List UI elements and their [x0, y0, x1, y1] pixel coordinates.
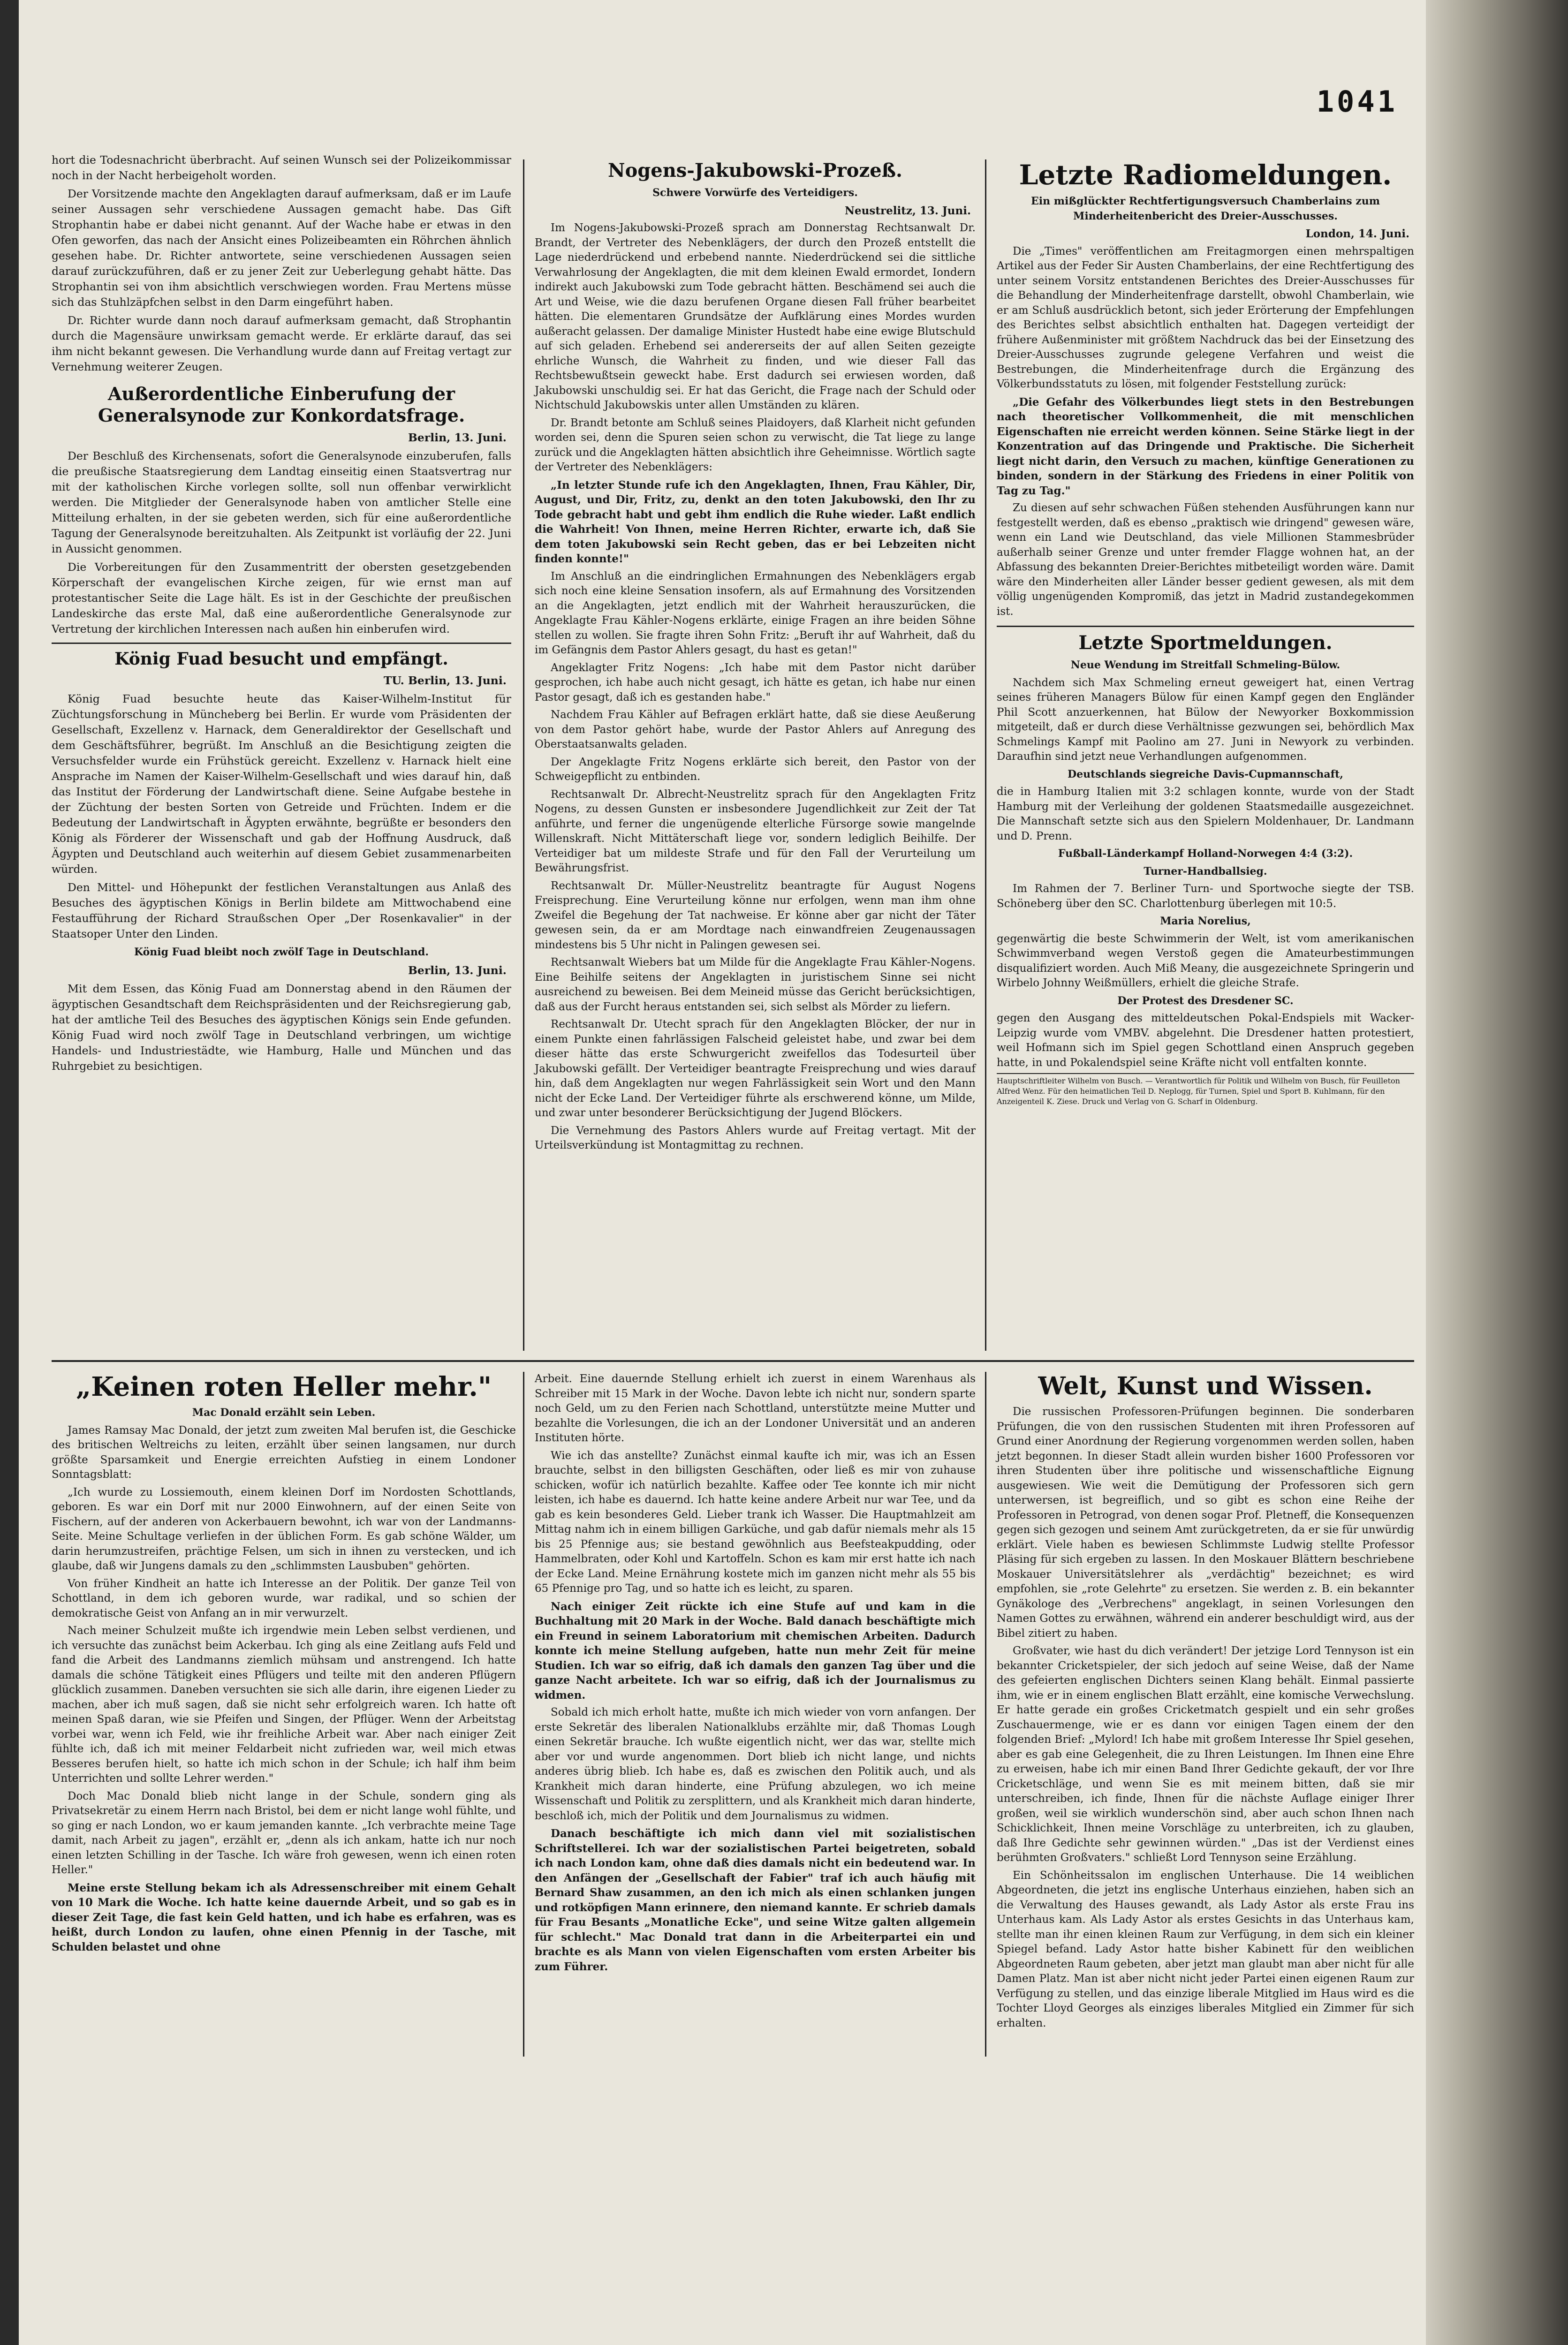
- article-text: Wie ich das anstellte? Zunächst einmal kaufte ich mir, was ich an Essen brauchte, selbst in den billigsten Geschäften, oder ließ es mir von zuhause schicken, wofür ich natürlich bezahlte. Kaffee oder Tee konnte ich mir nicht leisten, ich habe es dauernd. Ich hatte keine andere Arbeit nur war Tee, und da gab es kein besonderes Geld. Lieber trank ich Wasser. Die Hauptmahlzeit am Mittag nahm ich in einem billigen Garküche, und gab dafür niemals mehr als 15 bis 25 Pfennige aus; sie bestand gewöhnlich aus Beefsteakpudding, oder Hammelbraten, oder Kohl und Kartoffeln. Schon es kam mir erst hatte ich nach der Ecke Land. Meine Ernährung kostete mich im ganzen nicht mehr als 55 bis 65 Pfennige pro Tag, und so hatte ich es leicht, zu sparen.: [535, 1449, 976, 1595]
- article-text: Im Rahmen der 7. Berliner Turn- und Sportwoche siegte der TSB. Schöneberg über den SC. Charlottenburg überlegen mit 10:5.: [997, 883, 1414, 910]
- article-text: Rechtsanwalt Dr. Müller-Neustrelitz beantragte für August Nogens Freisprechung. Eine Verurteilung könne nur erfolgen, wenn man ihm ohne Zweifel die Begehung der Tat nachweise. Er könne aber gar nicht der Täter gewesen sein, da er am Mordtage nach einwandfreien Zeugenaussagen mindestens bis 5 Uhr nicht in Palingen gewesen sei.: [535, 879, 976, 951]
- article-text: Im Anschluß an die eindringlichen Ermahnungen des Nebenklägers ergab sich noch eine kleine Sensation insofern, als auf Ermahnung des Vorsitzenden an die Angeklagten, jetzt endlich mit der Wahrheit herauszurücken, die Angeklagte Frau Kähler-Nogens erklärte, einige Fragen an ihre beiden Söhne stellen zu wollen. Sie fragte ihren Sohn Fritz: „Beruft ihr auf Wahrheit, daß du im Gefängnis dem Pastor Ahlers gesagt, du hast es getan!": [535, 570, 976, 656]
- article-text: Die Vorbereitungen für den Zusammentritt der obersten gesetzgebenden Körperschaft der evangelischen Kirche zeigen, für wie ernst man auf protestantischer Seite die Lage hält. Es ist in der Geschichte der preußischen Landeskirche das erste Mal, daß eine außerordentliche Generalsynode zur Vertretung der kirchlichen Interessen nach außen hin einberufen wird.: [52, 560, 511, 635]
- headline-sport: Letzte Sportmeldungen.: [1078, 632, 1333, 654]
- headline-radio: Letzte Radiomeldungen.: [1019, 159, 1392, 191]
- article-text: Der Vorsitzende machte den Angeklagten darauf aufmerksam, daß er im Laufe seiner Aussagen sehr verschiedene Aussagen gemacht habe. Das Gift Strophantin habe er dabei nicht genannt. Auf der Wache habe er etwas in den Ofen geworfen, das nach der Ansicht eines Polizeibeamten ein Röhrchen ähnlich gesehen habe. Dr. Richter antwortete, seine verschiedenen Aussagen seien darauf zurückzuführen, daß er zu jener Zeit zur Ueberlegung gehabt hätte. Das Strophantin sei von ihm absichtlich verschwiegen worden. Frau Mertens müsse sich das Stuhlzäpfchen selbst in den Darm eingeführt haben.: [52, 187, 511, 309]
- column-rule: [985, 1372, 986, 2057]
- article-text: gegenwärtig die beste Schwimmerin der Welt, ist vom amerikanischen Schwimmverband wegen Verstoß gegen die Amateurbestimmungen disqualifiziert worden. Auch Miß Meany, die ausgezeichnete Springerin und Wirbelo Johnny Weißmüllers, erhielt die gleiche Strafe.: [997, 932, 1414, 989]
- subheadline: König Fuad bleibt noch zwölf Tage in Deutschland.: [134, 946, 429, 958]
- article-text: Angeklagter Fritz Nogens: „Ich habe mit dem Pastor nicht darüber gesprochen, ich habe auch nicht gesagt, ich hätte es getan, ich habe nur einen Pastor gesagt, daß ich es gestanden habe.": [535, 661, 976, 704]
- sport-item-head: Turner-Handballsieg.: [1144, 865, 1267, 877]
- welt-column: [997, 1372, 1414, 2034]
- article-text: Nach meiner Schulzeit mußte ich irgendwie mein Leben selbst verdienen, und ich versuchte das zunächst beim Ackerbau. Ich ging als eine Zeitlang aufs Feld und fand die Arbeit des Landmanns ziemlich mühsam und anstrengend. Ich hatte damals die schöne Tätigkeit eines Pflügers und teilte mit den anderen Pflügern glücklich zusammen. Daneben versuchten sie sich alle darin, ihre eigenen Lieder zu machen, aber ich muß sagen, daß sie nicht sehr erfolgreich waren. Ich hatte oft meinen Spaß daran, wie sie Pfeifen und Singen, der Pflüger. Wenn der Arbeitstag vorbei war, wenn ich Feld, wie ihr freihliche Arbeit war. Aber nach einiger Zeit fühlte ich, daß ich mit meiner Feldarbeit nicht zufrieden war, weil mich etwas Besseres berufen hielt, so hatte ich mich schon in der Schule; ich half ihm beim Unterrichten und sollte Lehrer werden.": [52, 1625, 516, 1785]
- article-text: Den Mittel- und Höhepunkt der festlichen Veranstaltungen aus Anlaß des Besuches des ägyptischen Königs in Berlin bildete am Mittwochabend eine Festaufführung der Richard Straußschen Oper „Der Rosenkavalier" in der Staatsoper Unter den Linden.: [52, 881, 511, 940]
- article-text: Großvater, wie hast du dich verändert! Der jetzige Lord Tennyson ist ein bekannter Cricketspieler, der sich jedoch auf seine Weise, daß der Name des gefeierten englischen Dichters seinen Klang behält. Einmal passierte ihm, wie er in einem englischen Blatt erzählt, eine komische Verwechslung. Er hatte gerade ein großes Cricketmatch gespielt und ein sehr großes Zuschauermenge, wie er es dann vor einigen Tagen einem der den folgenden Brief: „Mylord! Ich habe mit großem Interesse Ihr Spiel gesehen, aber es gab eine Gelegenheit, die zu Ihren Leistungen. Im Ihnen eine Ehre zu erweisen, habe ich mir einen Band Ihrer Gedichte gekauft, der vor Ihre Cricketschläge, und wenn Sie es mit meinem bitten, daß sie mir unterschreiben, ich finde, Ihnen für die nächste Auflage einiger Ihrer großen, weil sie wirklich wunderschön sind, aber auch schon Ihnen nach Schicklichkeit, Ihnen meine Vorschläge zu unterbreiten, ich zu glauben, daß Ihre Gedichte sehr gewinnen würden." „Das ist der Verdienst eines berühmten Großvaters." schließt Lord Tennyson seine Erzählung.: [997, 1645, 1414, 1864]
- article-text: Nach einiger Zeit rückte ich eine Stufe auf und kam in die Buchhaltung mit 20 Mark in der Woche. Bald danach beschäftigte mich ein Freund in seinem Laboratorium mit chemischen Arbeiten. Dadurch konnte ich meine Stellung aufgeben, hatte nun mehr Zeit für meine Studien. Ich war so eifrig, daß ich damals den ganzen Tag über und die ganze Nacht arbeitete. Ich war so eifrig, daß ich der Journalismus zu widmen.: [535, 1600, 976, 1702]
- sport-item-head: Deutschlands siegreiche Davis-Cupmannschaft,: [1068, 768, 1343, 780]
- article-text: Dr. Brandt betonte am Schluß seines Plaidoyers, daß Klarheit nicht gefunden worden sei, denn die Spuren seien schon zu verwischt, die Tat liege zu lange zurück und die Angeklagten hätten absichtlich ihre Geheimnisse. Wörtlich sagte der Vertreter des Nebenklägers:: [535, 416, 976, 473]
- subheadline: Schwere Vorwürfe des Verteidigers.: [652, 187, 858, 199]
- article-text: Dr. Richter wurde dann noch darauf aufmerksam gemacht, daß Strophantin durch die Magensäure unwirksam gemacht werde. Er erklärte darauf, das sei ihm nicht bekannt gewesen. Die Verhandlung wurde dann auf Freitag vertagt zur Vernehmung weiterer Zeugen.: [52, 314, 511, 373]
- heller-column-a: [52, 1372, 516, 1957]
- article-text: hort die Todesnachricht überbracht. Auf seinen Wunsch sei der Polizeikommissar noch in der Nacht herbeigeholt worden.: [52, 153, 511, 182]
- sport-item-head: Der Protest des Dresdener SC.: [1117, 994, 1294, 1007]
- divider: [52, 643, 511, 644]
- column-rule: [523, 159, 524, 1351]
- article-text: Danach beschäftigte ich mich dann viel mit sozialistischen Schriftstellerei. Ich war der sozialistischen Partei beigetreten, sobald ich nach London kam, ohne daß dies damals nicht ein bedeutend war. In den Anfängen der „Gesellschaft der Fabier" traf ich auch häufig mit Bernard Shaw zusammen, an den ich mich als einen schlanken jungen und rotköpfigen Mann erinnere, den niemand kannte. Er schrieb damals für Frau Besants „Monatliche Ecke", und seine Witze galten allgemein für schlecht." Mac Donald trat dann in die Arbeiterpartei ein und brachte es als Mann von vielen Eigenschaften vom ersten Arbeiter bis zum Führer.: [535, 1827, 976, 1973]
- article-text: Der Angeklagte Fritz Nogens erklärte sich bereit, den Pastor von der Schweigepflicht zu entbinden.: [535, 756, 976, 783]
- article-text: Die „Times" veröffentlichen am Freitagmorgen einen mehrspaltigen Artikel aus der Feder Sir Austen Chamberlains, der eine Rechtfertigung des unter seinem Vorsitz entstandenen Berichtes des Dreier-Ausschusses für die Behandlung der Minderheitenfrage darstellt, obwohl Chamberlain, wie er am Schluß ausdrücklich betont, sich jeder Erörterung der Empfehlungen des Berichtes selbst absichtlich enthalten hat. Dagegen verteidigt der frühere Außenminister mit größtem Nachdruck das bei der Einsetzung des Dreier-Ausschusses zugrunde gelegene Verfahren und weist die Bestrebungen, die Minderheitenfrage durch die Ergänzung des Völkerbundsstatuts zu lösen, mit folgender Feststellung zurück:: [997, 245, 1414, 390]
- article-text: König Fuad besuchte heute das Kaiser-Wilhelm-Institut für Züchtungsforschung in Müncheberg bei Berlin. Er wurde vom Präsidenten der Gesellschaft, Exzellenz v. Harnack, dem Generaldirektor der Gesellschaft und dem Geschäftsführer, begrüßt. Im Anschluß an die Besichtigung zeigten die Versuchsfelder wurde ein Frühstück gereicht. Exzellenz v. Harnack hielt eine Ansprache im Namen der Kaiser-Wilhelm-Gesellschaft und wies darauf hin, daß das Institut der Förderung der Landwirtschaft diene. Seine Aufgabe bestehe in der Züchtung der besten Sorten von Getreide und Früchten. Indem er die Bedeutung der Landwirtschaft in Ägypten erwähnte, begrüßte er besonders den König als Förderer der Wissenschaft und gab der Hoffnung Ausdruck, daß Ägypten und Deutschland auch weiterhin auf diesem Gebiet zusammenarbeiten würden.: [52, 692, 511, 876]
- article-text: Nachdem Frau Kähler auf Befragen erklärt hatte, daß sie diese Aeußerung von dem Pastor gehört habe, wurde der Pastor Ahlers auf Anregung des Oberstaatsanwalts geladen.: [535, 709, 976, 750]
- page-number: 1041: [1316, 84, 1398, 119]
- dateline: Neustrelitz, 13. Juni.: [845, 204, 971, 217]
- article-text: Arbeit. Eine dauernde Stellung erhielt ich zuerst in einem Warenhaus als Schreiber mit 15 Mark in der Woche. Davon lebte ich nicht nur, sondern sparte noch Geld, um zu den Ferien nach Schottland, unterstützte meine Mutter und bezahlte die Vorlesungen, die ich an der Londoner Universität und an anderen Instituten hörte.: [535, 1373, 976, 1444]
- divider: [997, 626, 1414, 627]
- sport-item-head: Maria Norelius,: [1160, 915, 1251, 927]
- article-text: Im Nogens-Jakubowski-Prozeß sprach am Donnerstag Rechtsanwalt Dr. Brandt, der Vertreter des Nebenklägers, der durch den Prozeß entstellt die Lage niederdrückend und erbebend nannte. Niederdrückend sei die sittliche Verwahrlosung der Angeklagten, die mit dem kleinen Ewald ermordet, Iondern indirekt auch Jakubowski zum Tode gebracht hätten. Beschämend sei auch die Art und Weise, wie die dazu berufenen Organe diesen Fall früher bearbeitet hätten. Die elementaren Grundsätze der Aufklärung eines Mordes wurden außeracht gelassen. Der damalige Minister Hustedt habe eine ewige Blutschuld auf sich geladen. Erhebend sei andererseits der auf allen Seiten gezeigte ehrliche Wunsch, die Wahrheit zu finden, und wie dieser Fall das Rechtsbewußtsein geweckt habe. Erst dadurch sei erwiesen worden, daß Jakubowski unschuldig sei. Er hat das Gericht, die Frage nach der Schuld oder Nichtschuld Jakubowskis unter allen Umständen zu klären.: [535, 222, 976, 411]
- article-text: Nachdem sich Max Schmeling erneut geweigert hat, einen Vertrag seines früheren Managers Bülow für einen Kampf gegen den Engländer Phil Scott anzuerkennen, hat Bülow der Newyorker Boxkommission mitgeteilt, daß er durch diese Verhältnisse gezwungen sei, behördlich Max Schmelings Kampf mit Paolino am 27. Juni in Newyork zu verbinden. Daraufhin sind jetzt neue Verhandlungen aufgenommen.: [997, 676, 1414, 763]
- dateline: Berlin, 13. Juni.: [408, 964, 507, 977]
- column-1: [52, 152, 511, 1077]
- article-text: Doch Mac Donald blieb nicht lange in der Schule, sondern ging als Privatsekretär zu einem Herrn nach Bristol, bei dem er nicht lange wohl fühlte, und so ging er nach London, wo er kaum jemanden kannte. „Ich verbrachte meine Tage damit, nach Arbeit zu jagen", erzählt er, „denn als ich ankam, hatte ich nur noch einen letzten Schilling in der Tasche. Ich wäre froh gewesen, wenn ich einen roten Heller.": [52, 1790, 516, 1876]
- heller-column-b: [535, 1372, 976, 1977]
- article-text: Die Vernehmung des Pastors Ahlers wurde auf Freitag vertagt. Mit der Urteilsverkündung ist Montagmittag zu rechnen.: [535, 1124, 976, 1151]
- subheadline: Neue Wendung im Streitfall Schmeling-Bülow.: [1070, 659, 1341, 671]
- article-text: James Ramsay Mac Donald, der jetzt zum zweiten Mal berufen ist, die Geschicke des britischen Weltreichs zu leiten, erzählt über seinen langsamen, nur durch größte Sparsamkeit und Energie erreichten Aufstieg in einem Londoner Sonntagsblatt:: [52, 1424, 516, 1481]
- article-text: Die russischen Professoren-Prüfungen beginnen. Die sonderbaren Prüfungen, die von den russischen Studenten mit ihren Professoren auf Grund einer Anordnung der Regierung vorgenommen werden sollen, haben jetzt begonnen. In dieser Stadt allein wurden bisher 1600 Professoren vor ihren Studenten über ihre politische und wissenschaftliche Eignung ausgewiesen. Wie weit die Demütigung der Professoren sich gern unterwersen, ist begreiflich, und so gibt es schon eine Reihe der Professoren in Petrograd, von denen sogar Prof. Pletneff, die Konsequenzen gegen sich gezogen und seinem Amt zurückgetreten, da er sie für unwürdig erklärt. Viele haben es bewiesen Schlimmste Ludwig stellte Professor Pläsing für sich ergeben zu lassen. In den Moskauer Blättern beschriebene Moskauer Universitätslehrer als „verdächtig" bezeichnet; es wird empfohlen, sie „rote Gelehrte" zu ersetzen. Sie werden z. B. ein bekannter Gynäkologe des „Verbrechens" angeklagt, in seinen Vorlesungen den Namen Gottes zu erwähnen, während ein anderer beschuldigt wird, aus der Bibel zitiert zu haben.: [997, 1406, 1414, 1640]
- article-text: Rechtsanwalt Dr. Utecht sprach für den Angeklagten Blöcker, der nur in einem Punkte einen fahrlässigen Falscheid geleistet habe, und zwar bei dem dieser hätte das erste Schwurgericht zweifellos das Todesurteil über Jakubowski gefällt. Der Verteidiger beantragte Freisprechung und wies darauf hin, daß dem Angeklagten nur wegen Fahrlässigkeit sein Wort und den Mann nicht der Ecke Land. Der Verteidiger führte als erschwerend könne, um Milde, und zwar unter besonderer Berücksichtigung der Jugend Blöckers.: [535, 1018, 976, 1119]
- article-text: Von früher Kindheit an hatte ich Interesse an der Politik. Der ganze Teil von Schottland, in dem ich geboren wurde, war radikal, und so schien der demokratische Geist von Anfang an in mir verwurzelt.: [52, 1577, 516, 1619]
- article-text: Mit dem Essen, das König Fuad am Donnerstag abend in den Räumen der ägyptischen Gesandtschaft dem Reichspräsidenten und der Reichsregierung gab, hat der amtliche Teil des Besuches des ägyptischen Königs sein Ende gefunden. König Fuad wird noch zwölf Tage in Deutschland verbringen, um wichtige Handels- und Industriestädte, wie Hamburg, Halle und München und das Ruhrgebiet zu besichtigen.: [52, 982, 511, 1073]
- column-rule: [985, 159, 986, 1351]
- article-text: „Ich wurde zu Lossiemouth, einem kleinen Dorf im Nordosten Schottlands, geboren. Es war ein Dorf mit nur 2000 Einwohnern, auf der einen Seite von Fischern, auf der anderen von Ackerbauern bewohnt, ich war von der Landmanns-Seite. Meine Schultage verliefen in der üblichen Form. Es gab schöne Wälder, um darin herumzustreifen, prächtige Felsen, um sich in ihnen zu verstecken, und ich glaube, daß wir Jungens damals zu den „schlimmsten Lausbuben" gehörten.: [52, 1486, 516, 1572]
- column-3: [997, 159, 1414, 1107]
- article-text: Ein Schönheitssalon im englischen Unterhause. Die 14 weiblichen Abgeordneten, die jetzt ins englische Unterhaus einziehen, haben sich an die Verwaltung des Hauses gewandt, als Lady Astor als erste Frau ins Unterhaus kam. Als Lady Astor als erstes Gesichts in das Unterhaus kam, stellte man ihr einen kleinen Raum zur Verfügung, in dem sich ein kleiner Spiegel befand. Lady Astor hatte bisher Kabinett für den weiblichen Abgeordneten Raum gebeten, aber jetzt man glaubt man aber nicht für alle Damen Platz. Man ist aber nicht nicht jeder Partei einen eigenen Raum zur Verfügung zu stellen, und das einzige liberale Mitglied im Haus wird es die Tochter Lloyd Georges als einziges liberales Mitglied ein Zimmer für sich erhalten.: [997, 1869, 1414, 2029]
- article-text: Sobald ich mich erholt hatte, mußte ich mich wieder von vorn anfangen. Der erste Sekretär des liberalen Nationalklubs erzählte mir, daß Thomas Lough einen Sekretär brauche. Ich wußte eigentlich nicht, wer das war, stellte mich aber vor und wurde angenommen. Dort blieb ich nicht lange, und nichts anderes übrig blieb. Ich habe es, daß es zwischen den Politik auch, und als Krankheit mich daran hinderte, eine Prüfung abzulegen, wo ich meine Wissenschaft und Politik zu zersplittern, und als Krankheit mich daran hinderte, beschloß ich, mich der Politik und dem Journalismus zu widmen.: [535, 1706, 976, 1822]
- dateline: Berlin, 13. Juni.: [408, 431, 507, 444]
- dateline: TU. Berlin, 13. Juni.: [383, 674, 507, 687]
- sport-item-head: Fußball-Länderkampf Holland-Norwegen 4:4 (3:2).: [1058, 847, 1353, 860]
- article-text: Meine erste Stellung bekam ich als Adressenschreiber mit einem Gehalt von 10 Mark die Woche. Ich hatte keine dauernde Arbeit, und so gab es in dieser Zeit Tage, die fast kein Geld hatten, und ich habe es erfahren, was es heißt, durch London zu laufen, ohne einen Pfennig in der Tasche, mit Schulden belastet und ohne: [52, 1881, 516, 1953]
- headline-heller: „Keinen roten Heller mehr.": [76, 1371, 492, 1402]
- book-spine: [1426, 0, 1568, 2345]
- article-text: Der Beschluß des Kirchensenats, sofort die Generalsynode einzuberufen, falls die preußische Staatsregierung dem Landtag einseitig einen Staatsvertrag nur mit der katholischen Kirche vorlegen sollte, soll nun offenbar verwirklicht werden. Die Mitglieder der Generalsynode haben von amtlicher Stelle eine Mitteilung erhalten, in der sie gebeten werden, sich für eine außerordentliche Tagung der Generalsynode bereitzuhalten. Als Zeitpunkt ist vorläufig der 22. Juni in Aussicht genommen.: [52, 449, 511, 555]
- subheadline: Mac Donald erzählt sein Leben.: [192, 1407, 376, 1419]
- dateline: London, 14. Juni.: [1305, 227, 1409, 240]
- headline-synode: Außerordentliche Einberufung der Generalsynode zur Konkordatsfrage.: [98, 383, 465, 426]
- article-text: „In letzter Stunde rufe ich den Angeklagten, Ihnen, Frau Kähler, Dir, August, und Dir, Fritz, zu, denkt an den toten Jakubowski, den Ihr zu Tode gebracht habt und gebt ihm endlich die Ruhe wieder. Laßt endlich die Wahrheit! Von Ihnen, meine Herren Richter, erwarte ich, daß Sie dem toten Jakubowski sein Recht geben, das er bei Lebzeiten nicht finden konnte!": [535, 478, 976, 565]
- article-text: gegen den Ausgang des mitteldeutschen Pokal-Endspiels mit Wacker-Leipzig wurde vom VMBV. abgelehnt. Die Dresdener hatten protestiert, weil Hofmann sich im Spiel gegen Schottland einen Anspruch gegeben hatte, in und Pokalendspiel seine Kräfte nicht voll entfalten konnte.: [997, 1012, 1414, 1069]
- subheadline: Ein mißglückter Rechtfertigungsversuch Chamberlains zum Minderheitenbericht des Dreier-Ausschusses.: [1030, 195, 1380, 222]
- article-text: Zu diesen auf sehr schwachen Füßen stehenden Ausführungen kann nur festgestellt werden, daß es ebenso „praktisch wie dringend" gewesen wäre, wenn ein Land wie Deutschland, das viele Millionen Stammesbrüder außerhalb seiner Grenze und unter fremder Flagge wohnen hat, an der Abfassung des bekannten Dreier-Berichtes mitbeteiligt worden wäre. Damit wäre den Minderheiten aller Länder besser gedient gewesen, als mit dem völlig ungenügenden Kompromiß, das jetzt in Madrid zustandegekommen ist.: [997, 502, 1414, 618]
- column-rule: [523, 1372, 524, 2057]
- headline-nogens: Nogens-Jakubowski-Prozeß.: [608, 159, 902, 182]
- article-text: die in Hamburg Italien mit 3:2 schlagen konnte, wurde von der Stadt Hamburg mit der Verleihung der goldenen Staatsmedaille ausgezeichnet. Die Mannschaft setzte sich aus den Spielern Moldenhauer, Dr. Landmann und D. Prenn.: [997, 786, 1414, 842]
- article-text: „Die Gefahr des Völkerbundes liegt stets in den Bestrebungen nach theoretischer Vollkommenheit, die mit menschlichen Eigenschaften nie erreicht werden können. Seine Stärke liegt in der Konzentration auf das Dringende und Praktische. Die Sicherheit liegt nicht darin, den Versuch zu machen, künftige Generationen zu binden, sondern in der Stärkung des Friedens in einer Politik von Tag zu Tag.": [997, 395, 1414, 497]
- article-text: Rechtsanwalt Dr. Albrecht-Neustrelitz sprach für den Angeklagten Fritz Nogens, zu dessen Gunsten er insbesondere Jugendlichkeit zur Zeit der Tat anführte, und ferner die ungenügende elterliche Fürsorge sowie mangelnde Willenskraft. Nicht Mittäterschaft liege vor, sondern lediglich Beihilfe. Der Verteidiger bat um mildeste Strafe und für den Fall der Verurteilung um Bewährungsfrist.: [535, 788, 976, 874]
- imprint: Hauptschriftleiter Wilhelm von Busch. — Verantwortlich für Politik und Wilhelm von Busch, für Feuilleton Alfred Wenz. Für den heimatlichen Teil D. Neplogg, für Turnen, Spiel und Sport B. Kuhlmann, für den Anzeigenteil K. Ziese. Druck und Verlag von G. Scharf in Oldenburg.: [997, 1073, 1414, 1107]
- headline-fuad: König Fuad besucht und empfängt.: [114, 649, 448, 669]
- headline-welt: Welt, Kunst und Wissen.: [1038, 1372, 1373, 1400]
- article-text: Rechtsanwalt Wiebers bat um Milde für die Angeklagte Frau Kähler-Nogens. Eine Beihilfe seitens der Angeklagten in juristischem Sinne sei nicht ausreichend zu beweisen. Bei dem Meineid müsse das Gericht berücksichtigen, daß aus der Furcht heraus entstanden sei, sich selbst als Mörder zu liefern.: [535, 956, 976, 1013]
- column-2: [535, 159, 976, 1156]
- newspaper-page: [19, 0, 1426, 2345]
- section-rule: [52, 1360, 1414, 1362]
